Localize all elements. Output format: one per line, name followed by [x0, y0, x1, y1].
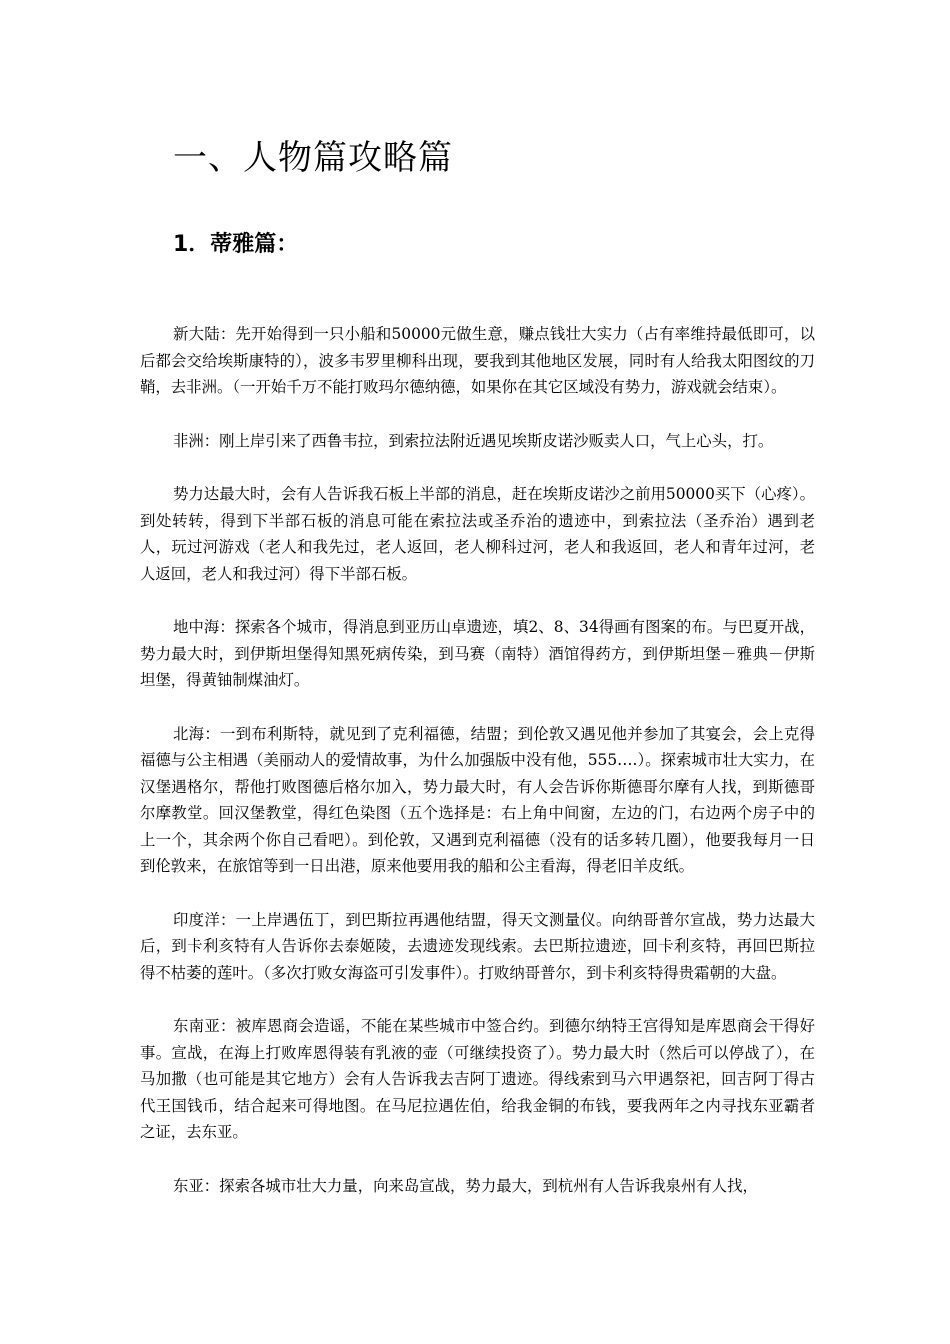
paragraph-mediterranean: 地中海：探索各个城市，得消息到亚历山卓遗迹，填2、8、34得画有图案的布。与巴夏开战，势力最大时，到伊斯坦堡得知黑死病传染，到马赛（南特）酒馆得药方，到伊斯坦堡－雅典－伊斯坦堡，得黄铀制煤油灯。: [140, 618, 815, 689]
section-heading: 一、人物篇攻略篇: [173, 138, 453, 178]
paragraph-new-world: 新大陆：先开始得到一只小船和50000元做生意，赚点钱壮大实力（占有率维持最低即可，以后都会交给埃斯康特的），波多韦罗里柳科出现，要我到其他地区发展，同时有人给我太阳图纹的刀鞘，去非洲。（一开始千万不能打败玛尔德纳德，如果你在其它区域没有势力，游戏就会结束）。: [140, 325, 815, 396]
paragraph-africa: 非洲：刚上岸引来了西鲁韦拉，到索拉法附近遇见埃斯皮诺沙贩卖人口，气上心头，打。: [173, 431, 774, 450]
paragraph-indian-ocean: 印度洋：一上岸遇伍丁，到巴斯拉再遇他结盟，得天文测量仪。向纳哥普尔宣战，势力达最大后，到卡利亥特有人告诉你去泰姬陵，去遗迹发现线索。去巴斯拉遗迹，回卡利亥特，再回巴斯拉得不枯萎的莲叶。（多次打败女海盗可引发事件）。打败纳哥普尔，到卡利亥特得贵霜朝的大盘。: [140, 910, 815, 982]
subsection-heading: 1．蒂雅篇：: [173, 232, 299, 257]
paragraph-southeast-asia: 东南亚：被库恩商会造谣，不能在某些城市中签合约。到德尔纳特王宫得知是库恩商会干得好事。宣战，在海上打败库恩得装有乳液的壶（可继续投资了）。势力最大时（然后可以停战了），在马加撒（也可能是其它地方）会有人告诉我去吉阿丁遗迹。得线索到马六甲遇祭祀，回吉阿丁得古代王国钱币，结合起来可得地图。在马尼拉遇佐伯，给我金铜的布钱，要我两年之内寻找东亚霸者之证，去东亚。: [140, 1017, 815, 1141]
body-text: [140, 321, 815, 1226]
paragraph-stone-tablet: 势力达最大时，会有人告诉我石板上半部的消息，赶在埃斯皮诺沙之前用50000买下（心疼）。到处转转，得到下半部石板的消息可能在索拉法或圣乔治的遗迹中，到索拉法（圣乔治）遇到老人，玩过河游戏（老人和我先过，老人返回，老人柳科过河，老人和我返回，老人和青年过河，老人返回，老人和我过河）得下半部石板。: [140, 485, 815, 583]
paragraph-east-asia: 东亚：探索各城市壮大力量，向来岛宣战，势力最大，到杭州有人告诉我泉州有人找，: [173, 1176, 758, 1195]
paragraph-north-sea: 北海：一到布利斯特，就见到了克利福德，结盟；到伦敦又遇见他并参加了其宴会，会上克得福德与公主相遇（美丽动人的爱情故事，为什么加强版中没有他，555….）。探索城市壮大实力，在汉堡遇格尔，帮他打败图德后格尔加入，势力最大时，有人会告诉你斯德哥尔摩有人找，到斯德哥尔摩教堂。回汉堡教堂，得红色染图（五个选择是：右上角中间窗，左边的门，右边两个房子中的上一个，其余两个你自己看吧）。到伦敦，又遇到克利福德（没有的话多转几圈），他要我每月一日到伦敦来，在旅馆等到一日出港，原来他要用我的船和公主看海，得老旧羊皮纸。: [140, 724, 815, 875]
